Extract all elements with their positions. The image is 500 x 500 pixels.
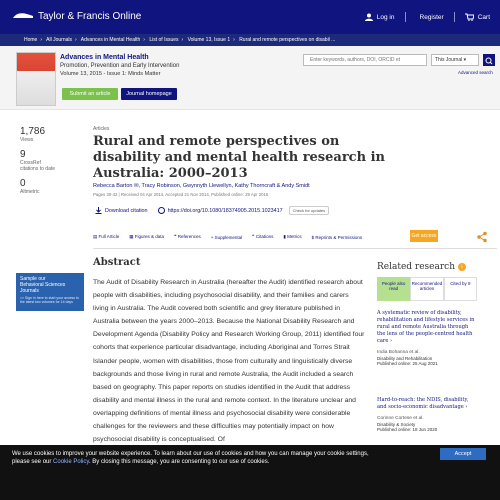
related-article-author: India Bohanna et al. <box>377 350 420 355</box>
tab-references[interactable]: ❝ References <box>174 234 201 239</box>
related-article-published: Published online: 25 Aug 2021 <box>377 361 438 366</box>
breadcrumb-list-of-issues[interactable]: List of Issues <box>149 37 179 43</box>
search-scope-select[interactable]: This Journal ▾ <box>431 54 479 66</box>
chevron-down-icon: ▾ <box>463 57 467 63</box>
breadcrumb: Home › All Journals › Advances in Mental Health › List of Issues › Volume 13, Issue 1 › Rural and remote perspectives on disabil ... <box>0 34 500 46</box>
related-article-title[interactable]: Hard-to-reach: the NDIS, disability, and socio-economic disadvantage › <box>377 397 469 410</box>
citation-row <box>95 206 329 215</box>
check-for-updates-button[interactable]: Check for updates <box>289 206 329 215</box>
submit-article-button[interactable]: Submit an article <box>62 88 118 100</box>
tab-supplemental[interactable]: + Supplemental <box>210 234 243 240</box>
breadcrumb-home[interactable]: Home <box>24 37 38 43</box>
breadcrumb-current: Rural and remote perspectives on disabil ... <box>239 37 336 43</box>
tab-people-also-read[interactable]: People also read <box>377 277 410 301</box>
login-link[interactable]: Log in <box>376 13 395 21</box>
top-actions <box>365 12 490 22</box>
doi-icon <box>158 207 165 214</box>
related-article-published: Published online: 18 Jun 2020 <box>377 427 438 432</box>
top-navbar <box>0 0 500 34</box>
related-article-journal: Disability & Society <box>377 422 416 427</box>
related-article-author: Corinne Cortese et al. <box>377 416 424 421</box>
tab-metrics[interactable]: ▮ Metrics <box>283 234 302 239</box>
search-button[interactable] <box>483 54 495 66</box>
related-article-2[interactable] <box>377 397 477 432</box>
search-icon <box>483 55 495 67</box>
taylor-francis-logo[interactable]: Taylor & Francis Online <box>12 10 141 22</box>
journal-subtitle: Promotion, Prevention and Early Intervention <box>60 63 180 69</box>
publication-info: Pages 30-42 | Received 04 Apr 2014, Accepted 21 Nov 2014, Published online: 29 Apr 2015 <box>93 192 269 197</box>
user-icon <box>365 13 373 21</box>
cart-icon <box>465 13 474 21</box>
abstract-heading: Abstract <box>93 257 141 268</box>
divider <box>454 12 455 22</box>
tab-recommended-articles[interactable]: Recommended articles <box>410 277 443 301</box>
related-tabs <box>377 277 477 301</box>
journal-cover[interactable] <box>16 52 56 106</box>
tab-full-article[interactable]: ▤ Full Article <box>93 234 120 239</box>
article-title: Rural and remote perspectives on disability and mental health research in Australia: 2000–2013 <box>93 134 385 181</box>
article-metrics <box>20 126 60 201</box>
download-citation-link[interactable]: Download citation <box>105 207 148 214</box>
breadcrumb-all-journals[interactable]: All Journals <box>46 37 72 43</box>
get-access-button[interactable]: Get access <box>410 230 438 242</box>
accept-cookies-button[interactable]: Accept <box>440 448 486 460</box>
author-list[interactable]: Rebecca Barton ✉, Tracy Robinson, Gwynnyth Llewellyn, Kathy Thorncraft & Andy Smidt <box>93 183 310 189</box>
article-type: Articles <box>93 126 110 132</box>
doi-link[interactable]: https://doi.org/10.1080/18374905.2015.1023417 <box>167 207 283 214</box>
divider <box>93 248 497 249</box>
metric-altmetric[interactable]: 0 Altmetric <box>20 178 40 195</box>
metric-crossref[interactable]: 9 CrossRef citations to date <box>20 149 56 172</box>
register-link[interactable]: Register <box>419 13 444 21</box>
search-input[interactable] <box>303 54 427 66</box>
divider <box>405 12 406 22</box>
related-article-1[interactable] <box>377 310 477 366</box>
tab-figures-data[interactable]: ▦ Figures & data <box>129 234 165 239</box>
advanced-search-link[interactable]: Advanced search <box>458 70 493 75</box>
tab-reprints[interactable]: $ Reprints & Permissions <box>311 234 363 240</box>
related-article-journal: Disability and Rehabilitation <box>377 356 433 361</box>
sample-journals-promo[interactable]: Sample our Behavioral Sciences Journals >> Sign in here to start your access to the latest two volumes for 14 days <box>16 273 84 311</box>
related-research-heading: Related research i <box>377 262 466 272</box>
journal-title[interactable]: Advances in Mental Health <box>60 54 149 61</box>
metric-views: 1,786 Views <box>20 126 46 143</box>
breadcrumb-issue[interactable]: Volume 13, Issue 1 <box>187 37 231 43</box>
breadcrumb-journal[interactable]: Advances in Mental Health <box>80 37 141 43</box>
cookie-banner: We use cookies to improve your website experience. To learn about our use of cookies and how you can manage your cookie settings, please see our Cookie Policy. By closing this message, you are consenting to our use of cookies. <box>0 445 500 500</box>
cookie-policy-link[interactable]: Cookie Policy <box>53 459 89 465</box>
journal-homepage-button[interactable]: Journal homepage <box>121 88 177 100</box>
journal-header <box>0 46 500 110</box>
tab-citations[interactable]: ❞ Citations <box>252 234 274 239</box>
info-icon[interactable]: i <box>458 263 466 271</box>
download-icon <box>95 207 102 214</box>
logo-icon <box>12 10 34 22</box>
journal-volume[interactable]: Volume 13, 2015 - Issue 1: Minds Matter <box>60 71 161 77</box>
tab-cited-by[interactable]: Cited by 9 <box>444 277 477 301</box>
abstract-text: The Audit of Disability Research in Australia (hereafter the Audit) identified research about people with disabilities, including psychosocial disability, and their families and carers living in Australia. The Audit covered both scientific and grey literature published in Australia between the years 2000–2013. Because the National Disability Research and Development Agenda (Disability Policy and Research Working Group, 2011) identified four cohorts that experience particular disadvantage, including Aboriginal and Torres Strait Islander people, women with disabilities, those from culturally and linguistically diverse backgrounds and those living in rural and remote Australia, the Audit included a search based on geography. This paper reports on studies identified in the Audit that address disability and mental illness in the rural and remote context. In the literature unclear and overlapping definitions of mental illness and psychosocial disability were considerable challenges for the reviewers and these difficulties may potentially impact on how psychosocial disability is conceptualised. Of <box>93 279 365 444</box>
related-article-title[interactable]: A systematic review of disability, rehabilitation and lifestyle services in rural and remote Australia through the lens of the people-centred health care › <box>377 310 475 344</box>
cart-link[interactable]: Cart <box>477 13 490 21</box>
share-icon[interactable] <box>476 231 488 243</box>
